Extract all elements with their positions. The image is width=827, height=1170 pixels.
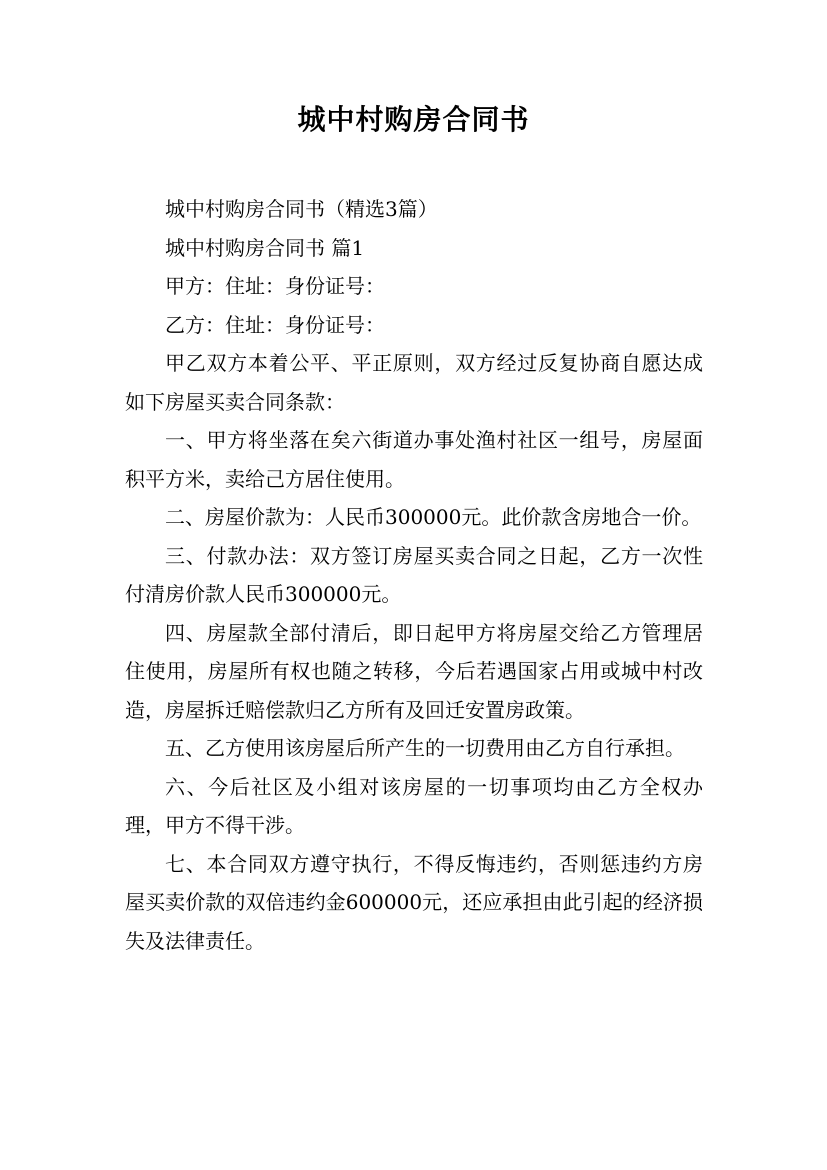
paragraph-party-b: 乙方：住址：身份证号： <box>165 312 385 337</box>
paragraph-preamble: 甲乙双方本着公平、平正原则，双方经过反复协商自愿达成如下房屋买卖合同条款： <box>125 351 703 414</box>
paragraph-heading: 城中村购房合同书（精选3篇） <box>165 197 438 221</box>
document-body <box>125 190 703 960</box>
paragraph-clause-4: 四、房屋款全部付清后，即日起甲方将房屋交给乙方管理居住使用，房屋所有权也随之转移，今后若遇国家占用或城中村改造，房屋拆迁赔偿款归乙方所有及回迁安置房政策。 <box>125 620 703 722</box>
paragraph-section-title: 城中村购房合同书 篇1 <box>165 235 365 260</box>
paragraph-clause-3: 三、付款办法：双方签订房屋买卖合同之日起，乙方一次性付清房价款人民币300000元。 <box>125 543 703 606</box>
paragraph-clause-2: 二、房屋价款为：人民币300000元。此价款含房地合一价。 <box>165 505 702 529</box>
document-title: 城中村购房合同书 <box>297 103 530 136</box>
paragraph-clause-7: 七、本合同双方遵守执行，不得反悔违约，否则惩违约方房屋买卖价款的双倍违约金600000元，还应承担由此引起的经济损失及法律责任。 <box>125 851 703 953</box>
paragraph-clause-5: 五、乙方使用该房屋后所产生的一切费用由乙方自行承担。 <box>165 736 685 760</box>
paragraph-clause-1: 一、甲方将坐落在矣六街道办事处渔村社区一组号，房屋面积平方米，卖给己方居住使用。 <box>125 428 703 491</box>
paragraph-party-a: 甲方：住址：身份证号： <box>165 274 385 298</box>
paragraph-clause-6: 六、今后社区及小组对该房屋的一切事项均由乙方全权办理，甲方不得干涉。 <box>125 774 703 837</box>
